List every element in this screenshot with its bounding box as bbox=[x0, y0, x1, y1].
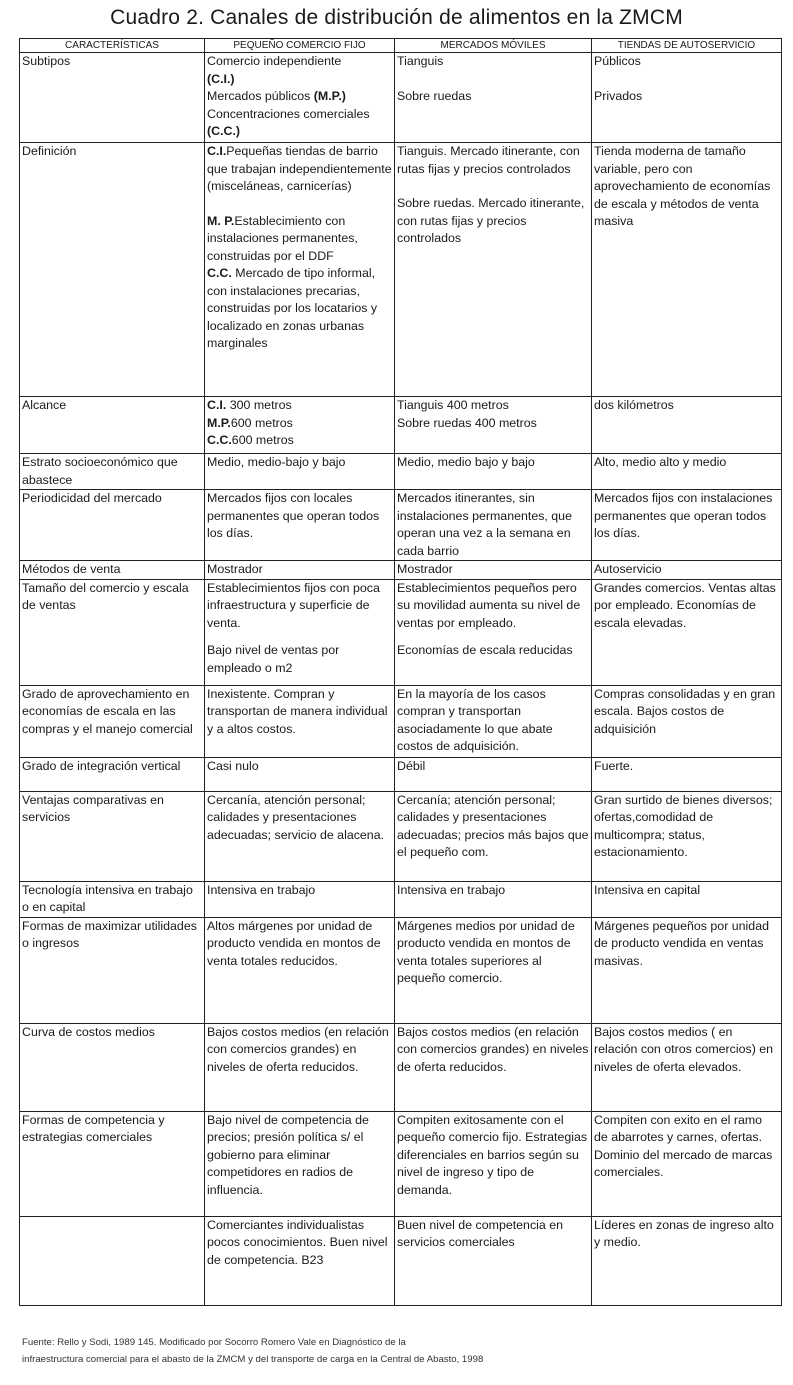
cell-pequeno: Bajos costos medios (en relación con comercios grandes) en niveles de oferta reducidos. bbox=[205, 1023, 395, 1111]
footnote-line: Fuente: Rello y Sodi, 1989 145. Modificado por Socorro Romero Vale en Diagnóstico de la bbox=[22, 1337, 406, 1348]
cell-code: C.C. bbox=[207, 433, 232, 447]
cell-pequeno bbox=[205, 143, 395, 397]
source-footnote bbox=[22, 1334, 782, 1368]
row-label: Métodos de venta bbox=[20, 561, 205, 580]
row-label: Ventajas comparativas en servicios bbox=[20, 791, 205, 881]
cell-moviles bbox=[395, 53, 592, 143]
cell-pequeno: Mercados fijos con locales permanentes que operan todos los días. bbox=[205, 490, 395, 561]
cell-moviles: Mercados itinerantes, sin instalaciones permanentes, que operan una vez a la semana en cada barrio bbox=[395, 490, 592, 561]
cell-pequeno: Altos márgenes por unidad de producto vendida en montos de venta totales reducidos. bbox=[205, 917, 395, 1023]
cell-text: Bajo nivel de ventas por empleado o m2 bbox=[207, 643, 340, 675]
cell-autoservicio: Márgenes pequeños por unidad de producto vendida en ventas masivas. bbox=[592, 917, 782, 1023]
cell-autoservicio bbox=[592, 53, 782, 143]
cell-code: C.I. bbox=[207, 398, 227, 412]
cell-text: Mercados públicos bbox=[207, 89, 311, 103]
cell-text: Sobre ruedas 400 metros bbox=[397, 415, 537, 430]
row-label: Subtipos bbox=[20, 53, 205, 143]
table-row-alcance bbox=[20, 397, 782, 454]
table-row-utilidades bbox=[20, 917, 782, 1023]
cell-text: Establecimiento con instalaciones permanentes, construidas por el DDF bbox=[207, 213, 358, 263]
cell-text: Mercado de tipo informal, con instalaciones precarias, construidas por los locatarios y localizado en zonas urbanas marginales bbox=[207, 266, 378, 350]
cell-moviles: Débil bbox=[395, 757, 592, 791]
cell-code: C.I. bbox=[207, 144, 227, 158]
cell-moviles: Buen nivel de competencia en servicios comerciales bbox=[395, 1216, 592, 1305]
cell-text: Tianguis bbox=[397, 54, 444, 68]
table-row-periodicidad bbox=[20, 490, 782, 561]
table-row-metodos bbox=[20, 561, 782, 580]
cell-pequeno: Comerciantes individualistas pocos conocimientos. Buen nivel de competencia. B23 bbox=[205, 1216, 395, 1305]
cell-autoservicio: Líderes en zonas de ingreso alto y medio. bbox=[592, 1216, 782, 1305]
row-label bbox=[20, 1216, 205, 1305]
cell-moviles: Medio, medio bajo y bajo bbox=[395, 454, 592, 490]
cell-text: Pequeñas tiendas de barrio que trabajan independientemente (misceláneas, carnicerías) bbox=[207, 144, 392, 193]
cell-pequeno: Mostrador bbox=[205, 561, 395, 580]
cell-moviles: En la mayoría de los casos compran y transportan asociadamente lo que abate costos de adquisición. bbox=[395, 685, 592, 757]
cell-pequeno: Bajo nivel de competencia de precios; presión política s/ el gobierno para eliminar competidores en radios de influencia. bbox=[205, 1111, 395, 1216]
cell-text: Sobre ruedas bbox=[397, 88, 472, 103]
row-label: Tamaño del comercio y escala de ventas bbox=[20, 579, 205, 685]
cell-autoservicio: Compiten con exito en el ramo de abarrotes y carnes, ofertas. Dominio del mercado de marcas comerciales. bbox=[592, 1111, 782, 1216]
table-row-extra bbox=[20, 1216, 782, 1305]
row-label: Alcance bbox=[20, 397, 205, 454]
table-row-subtipos bbox=[20, 53, 782, 143]
footnote-line: infraestructura comercial para el abasto de la ZMCM y del transporte de carga en la Central de Abasto, 1998 bbox=[22, 1354, 484, 1365]
cell-text: Sobre ruedas. Mercado itinerante, con rutas fijas y precios controlados bbox=[397, 196, 585, 245]
cell-moviles bbox=[395, 143, 592, 397]
cell-autoservicio: Compras consolidadas y en gran escala. Bajos costos de adquisición bbox=[592, 685, 782, 757]
cell-autoservicio: Intensiva en capital bbox=[592, 881, 782, 917]
cell-pequeno: Intensiva en trabajo bbox=[205, 881, 395, 917]
cell-autoservicio: Mercados fijos con instalaciones permanentes que operan todos los días. bbox=[592, 490, 782, 561]
cell-pequeno: Inexistente. Compran y transportan de manera individual y a altos costos. bbox=[205, 685, 395, 757]
cell-text: Comercio independiente bbox=[207, 54, 342, 68]
row-label: Grado de aprovechamiento en economías de escala en las compras y el manejo comercial bbox=[20, 685, 205, 757]
cell-moviles: Mostrador bbox=[395, 561, 592, 580]
cell-code: M.P. bbox=[207, 415, 231, 430]
cell-text: Establecimientos fijos con poca infraestructura y superficie de venta. bbox=[207, 580, 380, 630]
cell-text: Públicos bbox=[594, 54, 641, 68]
row-label: Curva de costos medios bbox=[20, 1023, 205, 1111]
cell-moviles: Márgenes medios por unidad de producto vendida en montos de venta totales superiores al pequeño comercio. bbox=[395, 917, 592, 1023]
cell-pequeno: Medio, medio-bajo y bajo bbox=[205, 454, 395, 490]
cell-moviles bbox=[395, 579, 592, 685]
cell-text: 600 metros bbox=[231, 433, 294, 447]
row-label: Formas de competencia y estrategias comerciales bbox=[20, 1111, 205, 1216]
cell-autoservicio: Grandes comercios. Ventas altas por empleado. Economías de escala elevadas. bbox=[592, 579, 782, 685]
cell-autoservicio: Fuerte. bbox=[592, 757, 782, 791]
cell-pequeno: Casi nulo bbox=[205, 757, 395, 791]
cell-code: (C.C.) bbox=[207, 124, 241, 138]
cell-autoservicio: dos kilómetros bbox=[592, 397, 782, 454]
table-row-aprovechamiento bbox=[20, 685, 782, 757]
header-tiendas-autoservicio: TIENDAS DE AUTOSERVICIO bbox=[592, 39, 782, 53]
cell-text: Tianguis. Mercado itinerante, con rutas fijas y precios controlados bbox=[397, 144, 580, 176]
cell-text: Concentraciones comerciales bbox=[207, 106, 370, 121]
row-label: Formas de maximizar utilidades o ingresos bbox=[20, 917, 205, 1023]
cell-text: Tianguis 400 metros bbox=[397, 398, 509, 412]
cell-pequeno bbox=[205, 579, 395, 685]
table-row-tamano bbox=[20, 579, 782, 685]
row-label: Grado de integración vertical bbox=[20, 757, 205, 791]
cell-pequeno bbox=[205, 397, 395, 454]
cell-code: C.C. bbox=[207, 266, 232, 280]
cell-autoservicio: Tienda moderna de tamaño variable, pero con aprovechamiento de economías de escala y métodos de venta masiva bbox=[592, 143, 782, 397]
cell-code: M. P. bbox=[207, 213, 235, 228]
cell-text: 300 metros bbox=[229, 398, 292, 412]
header-pequeno-comercio-fijo: PEQUEÑO COMERCIO FIJO bbox=[205, 39, 395, 53]
table-row-ventajas bbox=[20, 791, 782, 881]
table-row-costos bbox=[20, 1023, 782, 1111]
header-mercados-moviles: MERCADOS MÓVILES bbox=[395, 39, 592, 53]
cell-text: Establecimientos pequeños pero su movilidad aumenta su nivel de ventas por empleado. bbox=[397, 580, 581, 630]
row-label: Periodicidad del mercado bbox=[20, 490, 205, 561]
cell-pequeno: Cercanía, atención personal; calidades y presentaciones adecuadas; servicio de alacena. bbox=[205, 791, 395, 881]
cell-text: Privados bbox=[594, 88, 643, 103]
header-row bbox=[20, 39, 782, 53]
cell-text: Economías de escala reducidas bbox=[397, 643, 573, 657]
distribution-channels-table bbox=[19, 38, 782, 1306]
page-title: Cuadro 2. Canales de distribución de alimentos en la ZMCM bbox=[110, 6, 683, 29]
cell-code: (M.P.) bbox=[313, 89, 346, 103]
cell-autoservicio: Gran surtido de bienes diversos; ofertas,comodidad de multicompra; status, estacionamiento. bbox=[592, 791, 782, 881]
row-label: Tecnología intensiva en trabajo o en capital bbox=[20, 881, 205, 917]
cell-moviles: Bajos costos medios (en relación con comercios grandes) en niveles de oferta reducidos. bbox=[395, 1023, 592, 1111]
row-label: Definición bbox=[20, 143, 205, 397]
cell-code: (C.I.) bbox=[207, 71, 235, 86]
header-caracteristicas: CARACTERÍSTICAS bbox=[20, 39, 205, 53]
cell-moviles: Compiten exitosamente con el pequeño comercio fijo. Estrategias diferenciales en barrios según su nivel de ingreso y tipo de demanda. bbox=[395, 1111, 592, 1216]
row-label: Estrato socioeconómico que abastece bbox=[20, 454, 205, 490]
table-row-estrato bbox=[20, 454, 782, 490]
table-row-definicion bbox=[20, 143, 782, 397]
table-row-integracion bbox=[20, 757, 782, 791]
cell-autoservicio: Alto, medio alto y medio bbox=[592, 454, 782, 490]
cell-autoservicio: Autoservicio bbox=[592, 561, 782, 580]
cell-moviles: Intensiva en trabajo bbox=[395, 881, 592, 917]
cell-autoservicio: Bajos costos medios ( en relación con otros comercios) en niveles de oferta elevados. bbox=[592, 1023, 782, 1111]
table-row-competencia bbox=[20, 1111, 782, 1216]
cell-moviles: Cercanía; atención personal; calidades y presentaciones adecuadas; precios más bajos que el pequeño com. bbox=[395, 791, 592, 881]
cell-moviles bbox=[395, 397, 592, 454]
cell-pequeno bbox=[205, 53, 395, 143]
cell-text: 600 metros bbox=[230, 415, 293, 430]
table-row-tecnologia bbox=[20, 881, 782, 917]
